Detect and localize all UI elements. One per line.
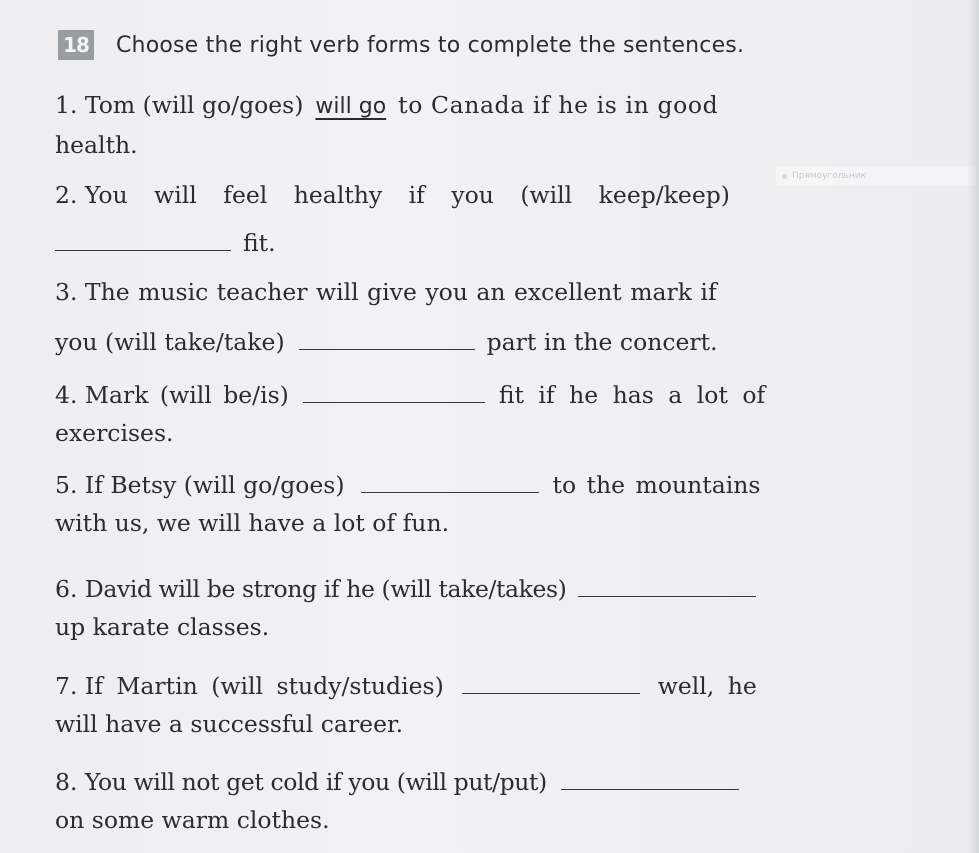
- sentence-line: [55, 705, 867, 743]
- sentence-text: The music teacher will give you an excellent mark if: [84, 278, 717, 306]
- exercise-number-badge: 18: [58, 30, 94, 60]
- item-number: 8.: [55, 768, 78, 796]
- sentence-text: to Canada if he is in good: [398, 91, 719, 119]
- overlay-label-text: Прямоугольник: [792, 171, 866, 181]
- sentence-item-5: [55, 466, 867, 542]
- sentence-item-6: [55, 570, 867, 646]
- sentence-text: If Martin (will study/studies): [84, 672, 444, 700]
- sentence-line: [55, 224, 867, 262]
- sentence-line: [55, 176, 867, 214]
- sentence-line: [55, 86, 867, 126]
- exercise-instruction: Choose the right verb forms to complete the sentences.: [116, 32, 745, 58]
- sentence-text: You will feel healthy if you (will keep/keep): [84, 181, 730, 209]
- sentence-text: health.: [55, 131, 138, 159]
- sentence-line: [55, 323, 867, 361]
- sentence-line: [55, 504, 867, 542]
- sentence-text: to the mountains: [552, 471, 761, 499]
- item-number: 1.: [55, 91, 78, 119]
- answer-blank[interactable]: [462, 693, 640, 694]
- answer-blank[interactable]: [561, 789, 739, 790]
- sentence-text: on some warm clothes.: [55, 806, 330, 834]
- sentence-text: Tom (will go/goes): [84, 91, 304, 119]
- sentence-line: [55, 763, 867, 801]
- sentence-line: [55, 126, 867, 164]
- sentence-line: [55, 570, 867, 608]
- sentence-line: [55, 667, 867, 705]
- sentence-text: well, he: [657, 672, 757, 700]
- sentence-text: fit if he has a lot of: [498, 381, 766, 409]
- item-number: 6.: [55, 575, 78, 603]
- answer-blank[interactable]: [303, 402, 485, 403]
- sentence-text: exercises.: [55, 419, 174, 447]
- sentence-text: you (will take/take): [55, 328, 285, 356]
- item-number: 3.: [55, 278, 78, 306]
- item-number: 2.: [55, 181, 78, 209]
- filled-answer[interactable]: will go: [315, 94, 387, 119]
- sentence-line: [55, 376, 867, 414]
- sentence-item-8: [55, 763, 867, 839]
- sentence-text: with us, we will have a lot of fun.: [55, 509, 450, 537]
- sentence-item-2: [55, 176, 867, 262]
- sentence-item-4: [55, 376, 867, 452]
- page-edge-shadow: [967, 0, 979, 853]
- answer-blank[interactable]: [361, 492, 539, 493]
- sentence-line: [55, 801, 867, 839]
- answer-blank[interactable]: [578, 596, 756, 597]
- sentence-text: fit.: [243, 229, 276, 257]
- item-number: 5.: [55, 471, 78, 499]
- sentence-line: [55, 273, 867, 311]
- answer-blank[interactable]: [299, 349, 475, 350]
- sentence-text: David will be strong if he (will take/takes): [84, 575, 567, 603]
- sentence-text: up karate classes.: [55, 613, 270, 641]
- answer-blank[interactable]: [55, 250, 231, 251]
- sentence-text: You will not get cold if you (will put/put): [84, 768, 547, 796]
- sentence-item-1: [55, 86, 867, 164]
- sentence-text: will have a successful career.: [55, 710, 404, 738]
- sentence-text: Mark (will be/is): [84, 381, 289, 409]
- item-number: 7.: [55, 672, 78, 700]
- sentence-text: part in the concert.: [486, 328, 718, 356]
- sentence-line: [55, 414, 867, 452]
- exercise-header: [58, 30, 744, 60]
- sentence-line: [55, 466, 867, 504]
- sentence-item-7: [55, 667, 867, 743]
- sentence-text: If Betsy (will go/goes): [84, 471, 345, 499]
- sentence-item-3: [55, 273, 867, 361]
- item-number: 4.: [55, 381, 78, 409]
- sentence-line: [55, 608, 867, 646]
